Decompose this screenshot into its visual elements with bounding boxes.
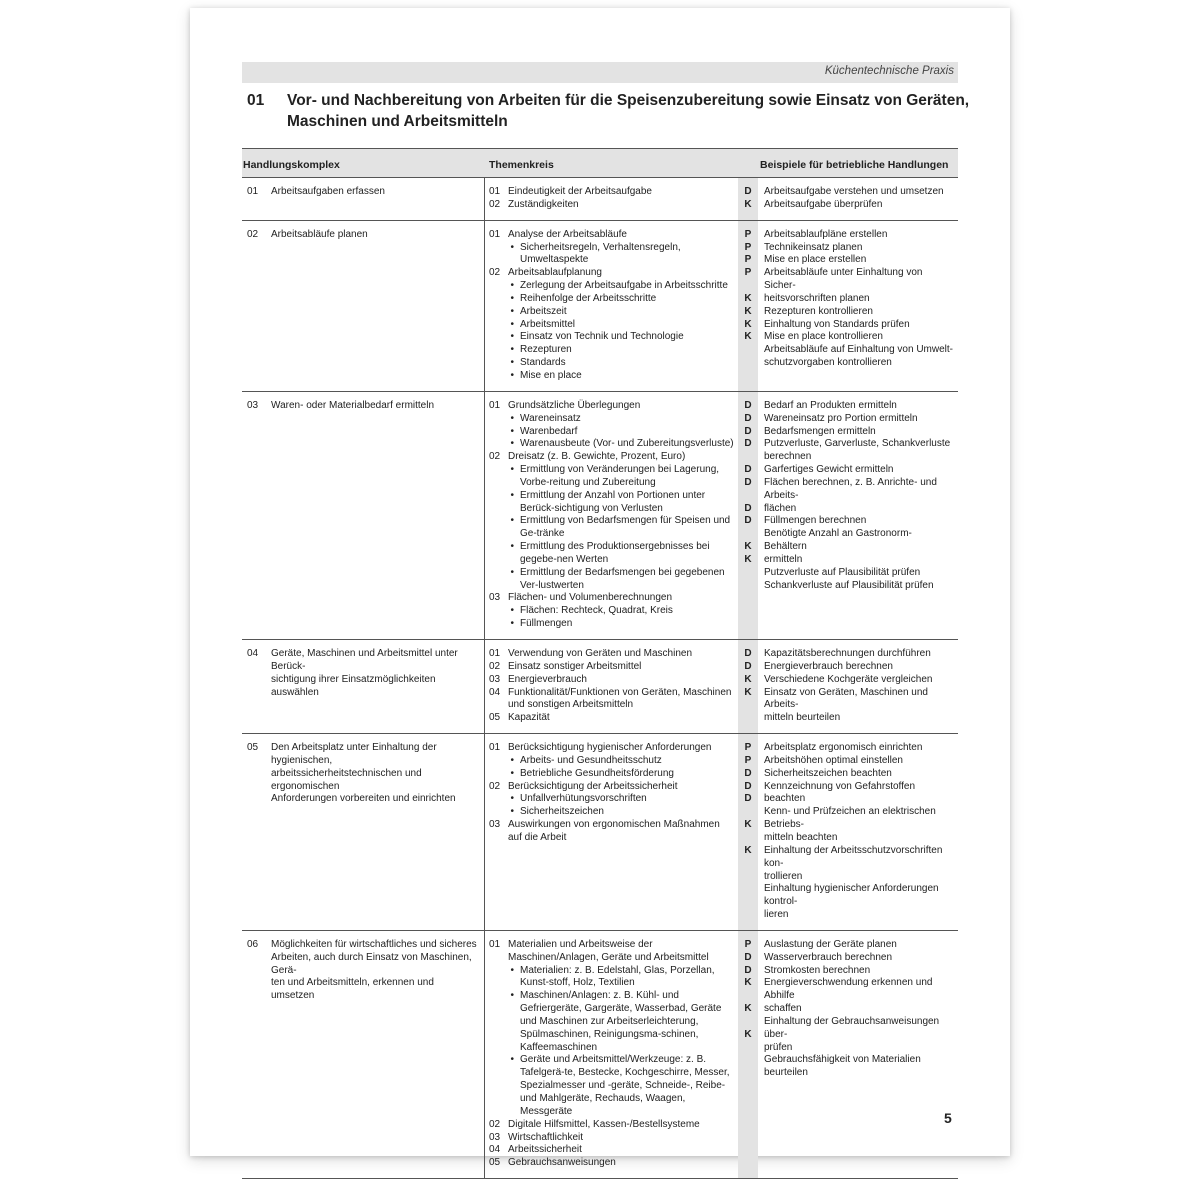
topic-bullet [489,357,734,370]
topic-item [489,661,734,674]
bullet-icon: • [510,767,514,779]
example-line: Stromkosten berechnen [764,964,871,976]
example-line: prüfen [764,1041,793,1053]
topic-bullet [489,344,734,357]
marks-cell [738,640,758,733]
example-line: flächen [764,502,797,514]
topic-text: Ermittlung von Veränderungen bei Lagerung, Vorbe-reitung und Zubereitung [520,464,720,488]
topic-text: Betriebliche Gesundheitsförderung [520,767,674,779]
topic-bullet [489,370,734,383]
running-header: Küchentechnische Praxis [824,65,954,77]
topic-text: Analyse der Arbeitsabläufe [508,228,627,240]
level-mark: P [744,754,752,766]
level-mark: P [744,241,752,253]
level-mark: D [744,502,752,514]
example-line: Arbeitsaufgabe überprüfen [764,198,883,210]
topic-bullet [489,755,734,768]
level-mark-spacer [738,528,758,541]
complex-cell [242,178,485,220]
topic-item [489,1119,734,1132]
bullet-icon: • [510,990,514,1002]
example-line: schutzvorgaben kontrollieren [764,357,892,369]
complex-cell [242,392,485,639]
bullet-icon: • [510,331,514,343]
level-mark-spacer [738,990,758,1003]
topic-bullet [489,965,734,991]
example-line: Arbeitsabläufe unter Einhaltung von Sicher- [764,267,923,292]
bullet-icon: • [510,541,514,553]
complex-text-line: Geräte, Maschinen und Arbeitsmittel unter Berück- [271,648,458,672]
topic-text: Standards [520,357,566,369]
complex-cell [242,221,485,391]
complex-number: 04 [247,648,259,659]
topic-number: 05 [489,1157,501,1169]
table-row [242,392,958,640]
complex-number: 05 [247,742,259,754]
topic-text: Ermittlung des Produktionsergebnisses bei gegebe-nen Werten [520,541,710,565]
section-number: 01 [247,92,265,109]
topic-text: Kapazität [508,712,550,724]
level-mark: K [744,305,752,317]
topic-text: Flächen- und Volumenberechnungen [508,592,673,604]
topic-text: Dreisatz (z. B. Gewichte, Prozent, Euro) [508,451,686,463]
example-line: Wareneinsatz pro Portion ermitteln [764,412,918,424]
topic-text: Unfallverhütungsvorschriften [520,793,647,805]
topic-text: Warenbedarf [520,425,578,437]
page-number: 5 [944,1110,952,1126]
level-mark: P [744,254,752,266]
running-header-bar [242,62,958,83]
level-mark: K [744,318,752,330]
bullet-icon: • [510,618,514,630]
level-mark: D [744,464,752,476]
topic-item [489,592,734,605]
topic-text: Arbeitszeit [520,305,567,317]
level-mark-spacer [738,490,758,503]
level-mark: D [744,399,752,411]
example-line: Rezepturen kontrollieren [764,305,873,317]
header-beispiele: Beispiele für betriebliche Handlungen [760,159,949,171]
topic-text: Flächen: Rechteck, Quadrat, Kreis [520,605,673,617]
topic-number: 01 [489,186,501,197]
topic-text: Ermittlung der Bedarfsmengen bei gegebenen Ver-lustwerten [520,566,725,591]
topics-cell [485,178,738,220]
bullet-icon: • [510,369,514,381]
topic-item [489,742,734,755]
topic-text: Maschinen/Anlagen: z. B. Kühl- und Gefriergeräte, Gargeräte, Wasserbad, Geräte und Maschinen zur Arbeitserleichterung, Spülmaschinen, Reinigungsma-schinen, Kaffeemaschinen [520,990,722,1053]
topic-bullet [489,438,734,451]
topic-text: Berücksichtigung hygienischer Anforderungen [508,742,712,754]
example-line: Benötigte Anzahl an Gastronorm-Behältern [764,528,912,553]
example-line: Einhaltung der Gebrauchsanweisungen über- [764,1015,940,1040]
topic-number: 01 [489,399,501,411]
level-mark: D [744,476,752,488]
examples-cell [758,640,958,733]
topic-text: Rezepturen [520,344,572,356]
example-line: Arbeitsabläufe auf Einhaltung von Umwelt- [764,344,953,356]
level-mark: K [744,1003,752,1015]
example-line: Sicherheitszeichen beachten [764,767,892,779]
level-mark: P [744,938,752,950]
example-line: Gebrauchsfähigkeit von Materialien beurteilen [764,1054,921,1079]
examples-cell [758,178,958,220]
example-line: Mise en place erstellen [764,254,867,266]
bullet-icon: • [510,241,514,253]
example-line: Energieverbrauch berechnen [764,660,893,672]
topic-text: Eindeutigkeit der Arbeitsaufgabe [508,186,652,197]
level-mark: D [744,648,752,659]
topic-item [489,451,734,464]
topic-bullet [489,293,734,306]
topic-item [489,939,734,965]
topics-cell [485,734,738,930]
example-line: ermitteln [764,553,803,565]
topic-text: Zuständigkeiten [508,198,579,210]
topic-bullet [489,1054,734,1118]
complex-number: 02 [247,228,259,240]
topics-cell [485,640,738,733]
topic-text: Zerlegung der Arbeitsaufgabe in Arbeitsschritte [520,280,728,292]
level-mark: D [744,951,752,963]
topic-text: Arbeitssicherheit [508,1144,582,1156]
topic-text: Grundsätzliche Überlegungen [508,399,641,411]
complex-cell [242,931,485,1178]
examples-cell [758,931,958,1178]
topic-text: Geräte und Arbeitsmittel/Werkzeuge: z. B. Tafelgerä-te, Bestecke, Kochgeschirre, Messer, Spezialmesser und -geräte, Schneide-, Reibe- und Mahlgeräte, Rechauds, Waagen, Messgeräte [520,1054,730,1117]
topic-bullet [489,793,734,806]
topic-number: 01 [489,228,501,240]
example-line: Einhaltung hygienischer Anforderungen kontrol- [764,883,939,908]
header-themenkreis: Themenkreis [489,159,554,171]
complex-text-line: Anforderungen vorbereiten und einrichten [271,793,456,805]
example-line: Kenn- und Prüfzeichen an elektrischen Betriebs- [764,806,936,831]
level-mark-spacer [738,280,758,293]
table-row [242,178,958,221]
level-mark: K [744,292,752,304]
complex-text-line: Den Arbeitsplatz unter Einhaltung der hygienischen, [271,742,437,766]
bullet-icon: • [510,464,514,476]
topic-text: Wirtschaftlichkeit [508,1131,584,1143]
topic-text: Füllmengen [520,618,573,630]
document-page [190,8,1010,1169]
topic-item [489,781,734,794]
marks-cell [738,178,758,220]
topic-text: Arbeitsablaufplanung [508,267,602,279]
bullet-icon: • [510,605,514,617]
level-mark: D [744,767,752,779]
example-line: Putzverluste, Garverluste, Schankverluste [764,438,951,450]
topic-bullet [489,567,734,593]
table-row [242,931,958,1178]
bullet-icon: • [510,280,514,292]
example-line: Arbeitshöhen optimal einstellen [764,754,903,766]
example-line: Verschiedene Kochgeräte vergleichen [764,673,933,685]
complex-text-line: arbeitssicherheitstechnischen und ergonomischen [271,767,422,792]
level-mark: D [744,964,752,976]
level-mark-spacer [738,451,758,464]
topic-bullet [489,541,734,567]
topics-cell [485,392,738,639]
examples-cell [758,734,958,930]
example-line: Einsatz von Geräten, Maschinen und Arbeits- [764,686,928,711]
bullet-icon: • [510,1054,514,1066]
level-mark: D [744,780,752,792]
example-line: Putzverluste auf Plausibilität prüfen [764,566,921,578]
topic-number: 04 [489,686,501,698]
topic-item [489,186,734,199]
topic-text: Digitale Hilfsmittel, Kassen-/Bestellsysteme [508,1118,700,1130]
level-mark: K [744,553,752,565]
topic-text: Einsatz von Technik und Technologie [520,331,684,343]
examples-cell [758,221,958,391]
bullet-icon: • [510,305,514,317]
topic-number: 01 [489,938,501,950]
topic-bullet [489,306,734,319]
complex-text-line: Arbeitsaufgaben erfassen [271,186,385,197]
topic-text: Energieverbrauch [508,673,587,685]
topic-number: 03 [489,673,501,685]
topic-number: 02 [489,451,501,463]
bullet-icon: • [510,754,514,766]
topic-text: Funktionalität/Funktionen von Geräten, Maschinen und sonstigen Arbeitsmitteln [508,686,732,711]
bullet-icon: • [510,515,514,527]
topic-number: 02 [489,1118,501,1130]
example-line: schaffen [764,1003,802,1015]
topic-bullet [489,605,734,618]
topic-item [489,229,734,242]
complex-text-line: ten und Arbeitsmitteln, erkennen und umsetzen [271,977,434,1002]
complex-text-line: Waren- oder Materialbedarf ermitteln [271,399,435,411]
complex-text-line: Möglichkeiten für wirtschaftliches und sicheres [271,938,477,950]
topic-number: 02 [489,267,501,279]
example-line: Mise en place kontrollieren [764,331,883,343]
topic-text: Materialien und Arbeitsweise der Maschinen/Anlagen, Geräte und Arbeitsmittel [508,938,709,963]
example-line: Technikeinsatz planen [764,241,863,253]
level-mark-spacer [738,1016,758,1029]
topic-number: 01 [489,648,501,659]
level-mark: K [744,1028,752,1040]
level-mark: K [744,819,752,831]
marks-cell [738,392,758,639]
level-mark: K [744,198,752,210]
topic-bullet [489,515,734,541]
level-mark: D [744,425,752,437]
topic-item [489,1144,734,1157]
level-mark: D [744,515,752,527]
topic-item [489,1132,734,1145]
level-mark: K [744,541,752,553]
level-mark: D [744,660,752,672]
bullet-icon: • [510,566,514,578]
example-line: Arbeitsablaufpläne erstellen [764,228,888,240]
topic-number: 04 [489,1144,501,1156]
bullet-icon: • [510,489,514,501]
topic-number: 03 [489,1131,501,1143]
topic-text: Warenausbeute (Vor- und Zubereitungsverluste) [520,438,734,450]
topic-text: Ermittlung von Bedarfsmengen für Speisen und Ge-tränke [520,515,731,540]
bullet-icon: • [510,793,514,805]
topic-text: Materialien: z. B. Edelstahl, Glas, Porzellan, Kunst-stoff, Holz, Textilien [520,964,715,989]
topic-number: 05 [489,712,501,724]
table-row [242,640,958,734]
topic-item [489,687,734,713]
complex-cell [242,734,485,930]
level-mark-spacer [738,858,758,871]
example-line: mitteln beachten [764,831,838,843]
topic-item [489,648,734,661]
topic-bullet [489,280,734,293]
level-mark: P [744,742,752,754]
topic-number: 02 [489,198,501,210]
topic-text: Berücksichtigung der Arbeitssicherheit [508,780,678,792]
level-mark-spacer [738,832,758,845]
level-mark: K [744,331,752,343]
level-mark: D [744,793,752,805]
topic-text: Wareneinsatz [520,412,581,424]
example-line: Bedarf an Produkten ermitteln [764,399,897,411]
marks-cell [738,931,758,1178]
topic-number: 02 [489,660,501,672]
complex-number: 03 [247,399,259,411]
bullet-icon: • [510,344,514,356]
level-mark: K [744,673,752,685]
bullet-icon: • [510,292,514,304]
topic-bullet [489,319,734,332]
bullet-icon: • [510,425,514,437]
example-line: Kapazitätsberechnungen durchführen [764,648,931,659]
topic-number: 03 [489,819,501,831]
example-line: Einhaltung von Standards prüfen [764,318,910,330]
complex-number: 06 [247,938,259,950]
level-mark: D [744,412,752,424]
marks-cell [738,221,758,391]
topic-number: 03 [489,592,501,604]
bullet-icon: • [510,438,514,450]
topic-text: Arbeits- und Gesundheitsschutz [520,754,662,766]
complex-text-line: Arbeitsabläufe planen [271,228,368,240]
example-line: Schankverluste auf Plausibilität prüfen [764,579,934,591]
level-mark-spacer [738,699,758,712]
table-row [242,221,958,392]
topic-text: Gebrauchsanweisungen [508,1157,616,1169]
bullet-icon: • [510,357,514,369]
example-line: Bedarfsmengen ermitteln [764,425,876,437]
example-line: Kennzeichnung von Gefahrstoffen beachten [764,780,916,805]
example-line: Füllmengen berechnen [764,515,867,527]
topic-bullet [489,806,734,819]
topic-text: Sicherheitszeichen [520,806,604,818]
topic-bullet [489,426,734,439]
topic-text: Verwendung von Geräten und Maschinen [508,648,693,659]
bullet-icon: • [510,412,514,424]
examples-cell [758,392,958,639]
level-mark: K [744,844,752,856]
marks-cell [738,734,758,930]
bullet-icon: • [510,806,514,818]
example-line: Energieverschwendung erkennen und Abhilfe [764,977,933,1002]
table-body [242,178,958,1178]
level-mark: P [744,228,752,240]
example-line: berechnen [764,451,812,463]
section-title-text: Vor- und Nachbereitung von Arbeiten für die Speisenzubereitung sowie Einsatz von Geräten, Maschinen und Arbeitsmitteln [287,92,970,130]
topic-bullet [489,618,734,631]
complex-cell [242,640,485,733]
example-line: Einhaltung der Arbeitsschutzvorschriften kon- [764,844,943,869]
topic-bullet [489,464,734,490]
topic-bullet [489,413,734,426]
topics-cell [485,931,738,1178]
topic-item [489,199,734,212]
example-line: trollieren [764,870,803,882]
topic-item [489,400,734,413]
topic-number: 01 [489,742,501,754]
complex-text-line: Arbeiten, auch durch Einsatz von Maschinen, Gerä- [271,951,472,976]
topic-text: Ermittlung der Anzahl von Portionen unter Berück-sichtigung von Verlusten [520,489,706,514]
bullet-icon: • [510,964,514,976]
example-line: Arbeitsaufgabe verstehen und umsetzen [764,186,944,197]
topic-bullet [489,331,734,344]
header-handlungskomplex: Handlungskomplex [243,159,340,171]
topic-text: Auswirkungen von ergonomischen Maßnahmen auf die Arbeit [508,819,720,843]
topic-text: Einsatz sonstiger Arbeitsmittel [508,660,642,672]
topic-item [489,1157,734,1170]
topic-text: Reihenfolge der Arbeitsschritte [520,292,657,304]
example-line: Garfertiges Gewicht ermitteln [764,464,894,476]
topic-text: Mise en place [520,369,582,381]
bullet-icon: • [510,318,514,330]
table-header [242,149,958,178]
topic-item [489,819,734,845]
topic-number: 02 [489,780,501,792]
example-line: Auslastung der Geräte planen [764,938,897,950]
topic-item [489,674,734,687]
level-mark: D [744,438,752,450]
topic-text: Sicherheitsregeln, Verhaltensregeln, Umweltaspekte [520,241,681,266]
level-mark: K [744,977,752,989]
complex-text-line: sichtigung ihrer Einsatzmöglichkeiten auswählen [271,673,436,698]
topic-bullet [489,490,734,516]
level-mark-spacer [738,344,758,357]
example-line: Wasserverbrauch berechnen [764,951,893,963]
topics-cell [485,221,738,391]
topic-bullet [489,768,734,781]
topic-bullet [489,242,734,268]
example-line: heitsvorschriften planen [764,292,870,304]
topic-text: Arbeitsmittel [520,318,576,330]
level-mark: K [744,686,752,698]
level-mark: D [744,186,752,197]
example-line: mitteln beurteilen [764,712,841,724]
example-line: lieren [764,909,789,921]
level-mark: P [744,267,752,279]
curriculum-table [242,148,958,1179]
topic-item [489,712,734,725]
example-line: Flächen berechnen, z. B. Anrichte- und Arbeits- [764,476,937,501]
complex-number: 01 [247,186,259,197]
topic-item [489,267,734,280]
table-row [242,734,958,931]
level-mark-spacer [738,806,758,819]
topic-bullet [489,990,734,1054]
example-line: Arbeitsplatz ergonomisch einrichten [764,742,923,754]
